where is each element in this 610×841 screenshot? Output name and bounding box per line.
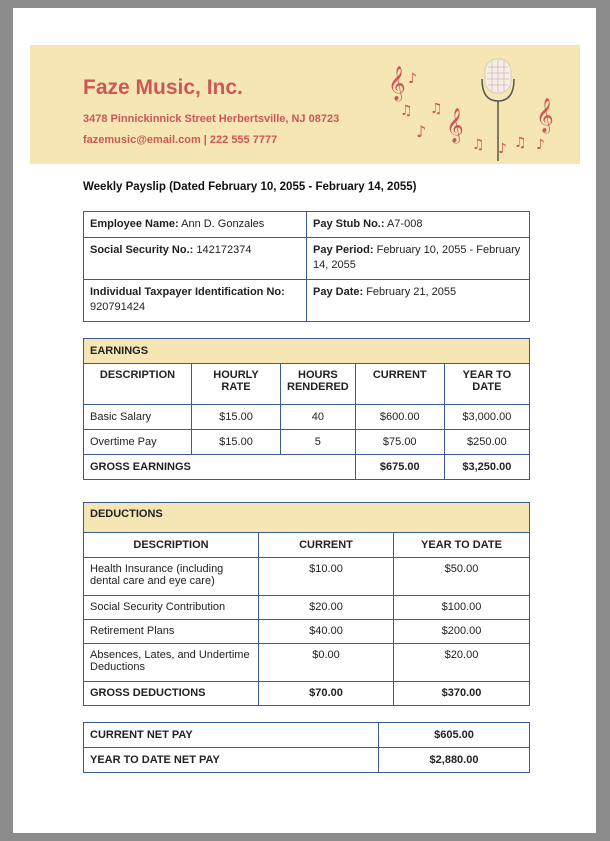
gross-deductions-row [84, 682, 530, 706]
deduction-description: Social Security Contribution [84, 596, 259, 620]
table-row [84, 405, 530, 430]
svg-text:𝄞: 𝄞 [536, 98, 554, 133]
deduction-current: $20.00 [259, 596, 394, 620]
pay-stub-cell: Pay Stub No.: A7-008 [307, 212, 530, 238]
ssn-value: 142172374 [196, 244, 252, 256]
deduction-current: $0.00 [259, 644, 394, 682]
svg-text:♫: ♫ [400, 103, 413, 119]
net-pay-table [83, 722, 530, 773]
company-name: Faze Music, Inc. [83, 76, 243, 99]
earnings-current: $75.00 [355, 430, 444, 455]
deduction-description: Retirement Plans [84, 620, 259, 644]
gross-deductions-ytd: $370.00 [394, 682, 530, 706]
deductions-col-description: DESCRIPTION [84, 533, 259, 558]
table-row [84, 430, 530, 455]
employee-name-cell: Employee Name: Ann D. Gonzales [84, 212, 307, 238]
table-row [84, 620, 530, 644]
deduction-current: $40.00 [259, 620, 394, 644]
earnings-ytd: $250.00 [444, 430, 529, 455]
table-row [84, 558, 530, 596]
deduction-ytd: $200.00 [394, 620, 530, 644]
pay-date-cell: Pay Date: February 21, 2055 [307, 280, 530, 322]
svg-text:♪: ♪ [416, 122, 427, 141]
table-row [84, 644, 530, 682]
deduction-description: Health Insurance (including dental care and eye care) [84, 558, 259, 596]
deductions-col-current: CURRENT [259, 533, 394, 558]
deduction-description: Absences, Lates, and Undertime Deductions [84, 644, 259, 682]
earnings-col-hours: HOURS RENDERED [281, 364, 356, 405]
employee-info-table [83, 211, 530, 322]
gross-deductions-label: GROSS DEDUCTIONS [84, 682, 259, 706]
payslip-title: Weekly Payslip (Dated February 10, 2055 - February 14, 2055) [83, 181, 417, 193]
earnings-hourly-rate: $15.00 [192, 405, 281, 430]
ssn-cell: Social Security No.: 142172374 [84, 238, 307, 280]
svg-text:♪: ♪ [536, 137, 545, 153]
current-net-pay-value: $605.00 [379, 723, 530, 748]
earnings-ytd: $3,000.00 [444, 405, 529, 430]
earnings-hours: 40 [281, 405, 356, 430]
svg-text:𝄞: 𝄞 [388, 66, 406, 101]
svg-text:♫: ♫ [430, 101, 443, 117]
earnings-description: Basic Salary [84, 405, 192, 430]
microphone-icon [479, 57, 519, 165]
ytd-net-pay-label: YEAR TO DATE NET PAY [84, 748, 379, 773]
earnings-col-current: CURRENT [355, 364, 444, 405]
deductions-col-ytd: YEAR TO DATE [394, 533, 530, 558]
ytd-net-pay-value: $2,880.00 [379, 748, 530, 773]
gross-earnings-row [84, 455, 530, 480]
company-header [30, 45, 580, 164]
gross-earnings-label: GROSS EARNINGS [84, 455, 356, 480]
gross-earnings-ytd: $3,250.00 [444, 455, 529, 480]
svg-text:𝄞: 𝄞 [446, 108, 464, 143]
svg-text:♪: ♪ [408, 71, 417, 87]
deduction-current: $10.00 [259, 558, 394, 596]
svg-text:♪: ♪ [498, 141, 507, 157]
deductions-table [83, 502, 530, 706]
itin-cell: Individual Taxpayer Identification No: 920791424 [84, 280, 307, 322]
gross-deductions-current: $70.00 [259, 682, 394, 706]
company-contact: fazemusic@email.com | 222 555 7777 [83, 134, 278, 146]
gross-earnings-current: $675.00 [355, 455, 444, 480]
pay-period-value: February 10, 2055 - February 14, 2055 [313, 244, 521, 271]
svg-text:♫: ♫ [472, 137, 485, 153]
deduction-ytd: $20.00 [394, 644, 530, 682]
earnings-col-ytd: YEAR TO DATE [444, 364, 529, 405]
deduction-ytd: $50.00 [394, 558, 530, 596]
deduction-ytd: $100.00 [394, 596, 530, 620]
earnings-table [83, 338, 530, 480]
deductions-heading: DEDUCTIONS [84, 503, 530, 533]
earnings-col-hourly-rate: HOURLY RATE [192, 364, 281, 405]
svg-text:♫: ♫ [514, 135, 527, 151]
pay-period-cell: Pay Period: February 10, 2055 - February 14, 2055 [307, 238, 530, 280]
pay-date-value: February 21, 2055 [366, 286, 457, 298]
music-notes-icon [386, 53, 566, 163]
earnings-hourly-rate: $15.00 [192, 430, 281, 455]
payslip-page [13, 8, 596, 833]
earnings-current: $600.00 [355, 405, 444, 430]
earnings-hours: 5 [281, 430, 356, 455]
itin-value: 920791424 [90, 301, 146, 313]
table-row [84, 596, 530, 620]
earnings-description: Overtime Pay [84, 430, 192, 455]
current-net-pay-label: CURRENT NET PAY [84, 723, 379, 748]
employee-name: Ann D. Gonzales [181, 218, 265, 230]
earnings-col-description: DESCRIPTION [84, 364, 192, 405]
pay-stub-number: A7-008 [386, 218, 423, 230]
earnings-heading: EARNINGS [84, 339, 530, 364]
company-address: 3478 Pinnickinnick Street Herbertsville, NJ 08723 [83, 113, 340, 125]
